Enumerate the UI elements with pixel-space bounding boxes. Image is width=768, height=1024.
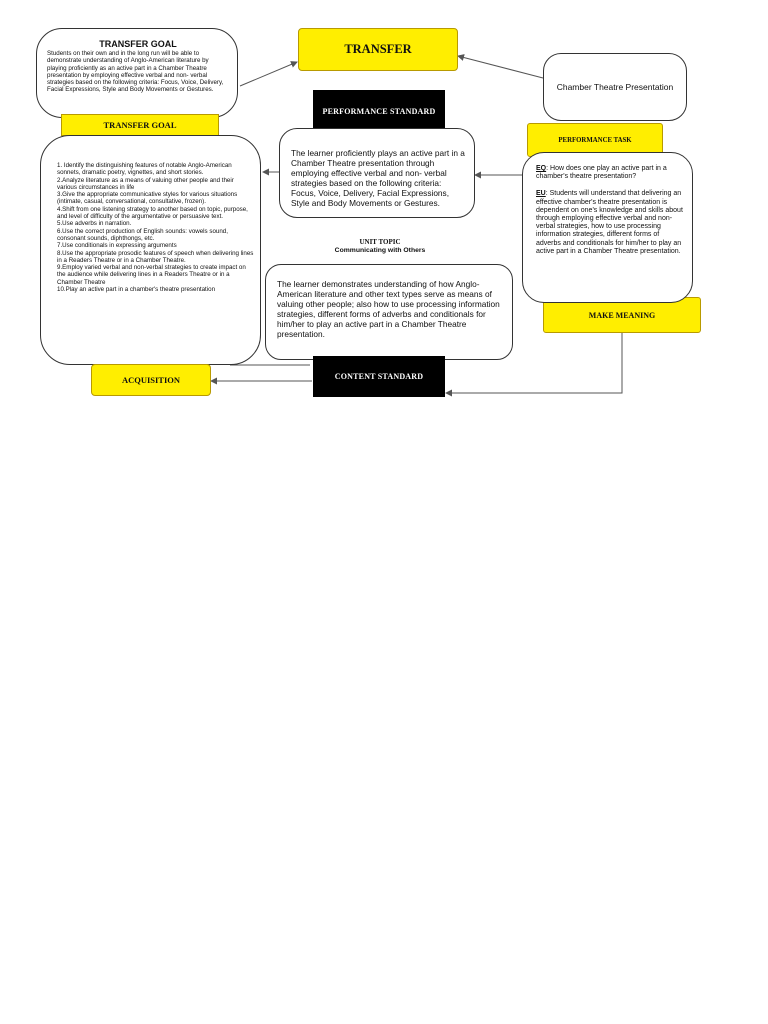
competencies-list: [57, 162, 254, 293]
chamber-theatre-box: Chamber Theatre Presentation: [543, 53, 687, 121]
competency-item: 4.Shift from one listening strategy to another based on topic, purpose, and level of difficulty of the argumentative or persuasive text.: [57, 205, 248, 221]
competency-item: 5.Use adverbs in narration.: [57, 220, 132, 228]
competency-item: 7.Use conditionals in expressing arguments: [57, 242, 177, 250]
competency-item: 10.Play an active part in a chamber's theatre presentation: [57, 286, 216, 294]
transfer-label: TRANSFER: [298, 28, 458, 71]
performance-standard-label: PERFORMANCE STANDARD: [313, 90, 445, 132]
eu-label: EU: [536, 190, 546, 198]
transfer-goal-label: TRANSFER GOAL: [61, 114, 219, 136]
make-meaning-label: MAKE MEANING: [543, 297, 701, 333]
competency-item: 9.Employ varied verbal and non-verbal strategies to create impact on the audience while delivering lines in a Readers Theatre or in a Chamber Theatre: [57, 264, 246, 286]
eu-text: : Students will understand that delivering an effective chamber's theatre presentation is dependent on one's knowledge and skills about through employing effective verbal and non- verbal strategies, how to use processing information strategies, different forms of adverbs and conditionals for him/her to play an active part in a Chamber Theatre presentation.: [536, 190, 683, 255]
competency-item: 3.Give the appropriate communicative styles for various situations (intimate, casual, conversational, consultative, frozen).: [57, 191, 238, 206]
arrow-goal-to-transfer: [240, 62, 297, 86]
competency-item: 6.Use the correct production of English sounds: vowels sound, consonant sounds, diphthongs, etc.: [57, 227, 228, 242]
enduring-understanding: [536, 190, 686, 256]
transfer-goal-heading: TRANSFER GOAL: [99, 39, 177, 49]
performance-standard-box: The learner proficiently plays an active part in a Chamber Theatre presentation through employing effective verbal and non- verbal strategies based on the following criteria: Focus, Voice, Delivery, Facial Expressions, Style and Body Movements or Gestures.: [279, 128, 475, 218]
content-standard-box: The learner demonstrates understanding of how Anglo-American literature and other text types serve as means of valuing other people; also how to use processing information strategies, different forms of adverbs and conditionals for him/her to play an active part in a Chamber Theatre presentation.: [265, 264, 513, 360]
competency-item: 8.Use the appropriate prosodic features of speech when delivering lines in a Readers Theatre or in a Chamber Theatre.: [57, 249, 254, 264]
acquisition-label: ACQUISITION: [91, 364, 211, 396]
performance-task-label: PERFORMANCE TASK: [527, 123, 663, 157]
performance-task-box: [522, 152, 693, 303]
transfer-goal-text: Students on their own and in the long run will be able to demonstrate understanding of Anglo-American literature by playing proficiently as an active part in a Chamber Theatre presentation by employing effective verbal and non- verbal strategies based on the following criteria: Focus, Voice, Delivery, Facial Expressions, Style and Body Movements or Gestures.: [47, 50, 224, 94]
competencies-box: [40, 135, 261, 365]
unit-topic-value: Communicating with Others: [334, 247, 426, 254]
arrow-chamber-to-transfer: [458, 56, 543, 78]
competency-item: 1. Identify the distinguishing features of notable Anglo-American sonnets, dramatic poetry, vignettes, and short stories.: [57, 162, 232, 177]
essential-question: [536, 165, 686, 181]
transfer-goal-box: [36, 28, 238, 118]
unit-topic-label: UNIT TOPIC: [359, 238, 401, 246]
eq-label: EQ: [536, 165, 547, 172]
eq-text: : How does one play an active part in a chamber's theatre presentation?: [536, 165, 667, 181]
content-standard-label: CONTENT STANDARD: [313, 356, 445, 397]
competency-item: 2.Analyze literature as a means of valuing other people and their various circumstances in life: [57, 176, 234, 191]
